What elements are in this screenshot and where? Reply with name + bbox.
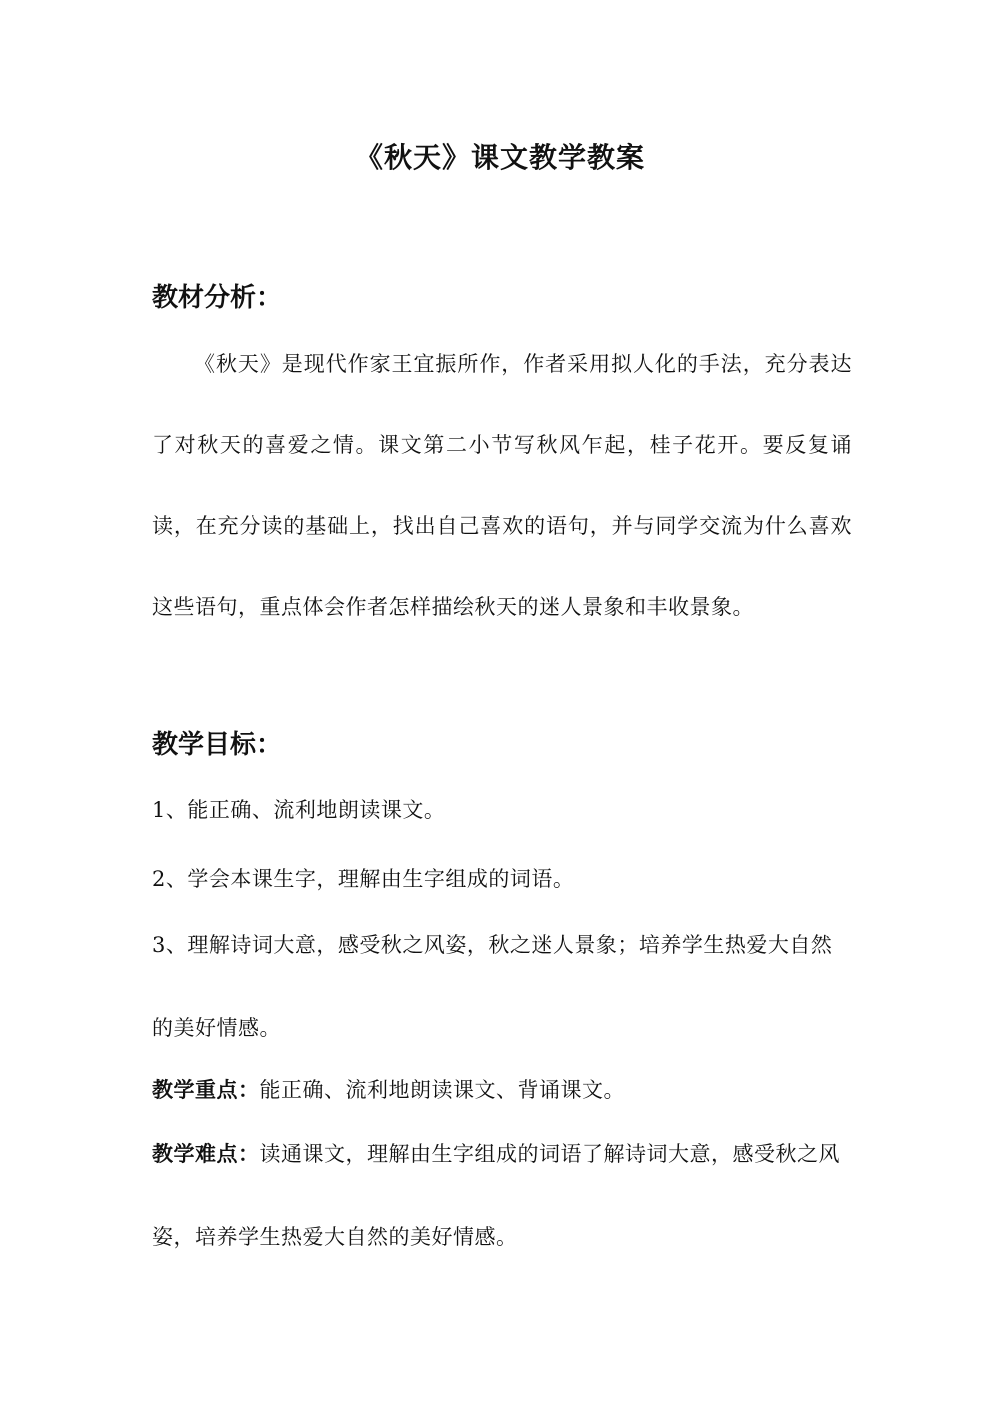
key-point-line — [152, 1074, 852, 1106]
goal-item-2: 2、学会本课生字，理解由生字组成的词语。 — [152, 867, 575, 891]
section-heading-analysis: 教材分析： — [152, 283, 283, 313]
key-point-label: 教学重点： — [152, 1078, 260, 1102]
analysis-paragraph: 《秋天》是现代作家王宜振所作，作者采用拟人化的手法，充分表达了对秋天的喜爱之情。课文第二小节写秋风乍起，桂子花开。要反复诵读，在充分读的基础上，找出自己喜欢的语句，并与同学交流为什么喜欢这些语句，重点体会作者怎样描绘秋天的迷人景象和丰收景象。 — [152, 352, 852, 619]
key-point-text: 能正确、流利地朗读课文、背诵课文。 — [259, 1078, 625, 1102]
difficulty-label: 教学难点： — [152, 1142, 260, 1166]
difficulty-paragraph — [152, 1113, 852, 1279]
goal-item-3: 3、理解诗词大意，感受秋之风姿，秋之迷人景象；培养学生热爱大自然的美好情感。 — [152, 933, 833, 1040]
document-title: 《秋天》课文教学教案 — [354, 141, 645, 174]
difficulty-text: 读通课文，理解由生字组成的词语了解诗词大意，感受秋之风姿，培养学生热爱大自然的美好情感。 — [152, 1142, 840, 1249]
goal-item-1: 1、能正确、流利地朗读课文。 — [152, 798, 446, 822]
section-heading-goals: 教学目标： — [152, 730, 283, 760]
